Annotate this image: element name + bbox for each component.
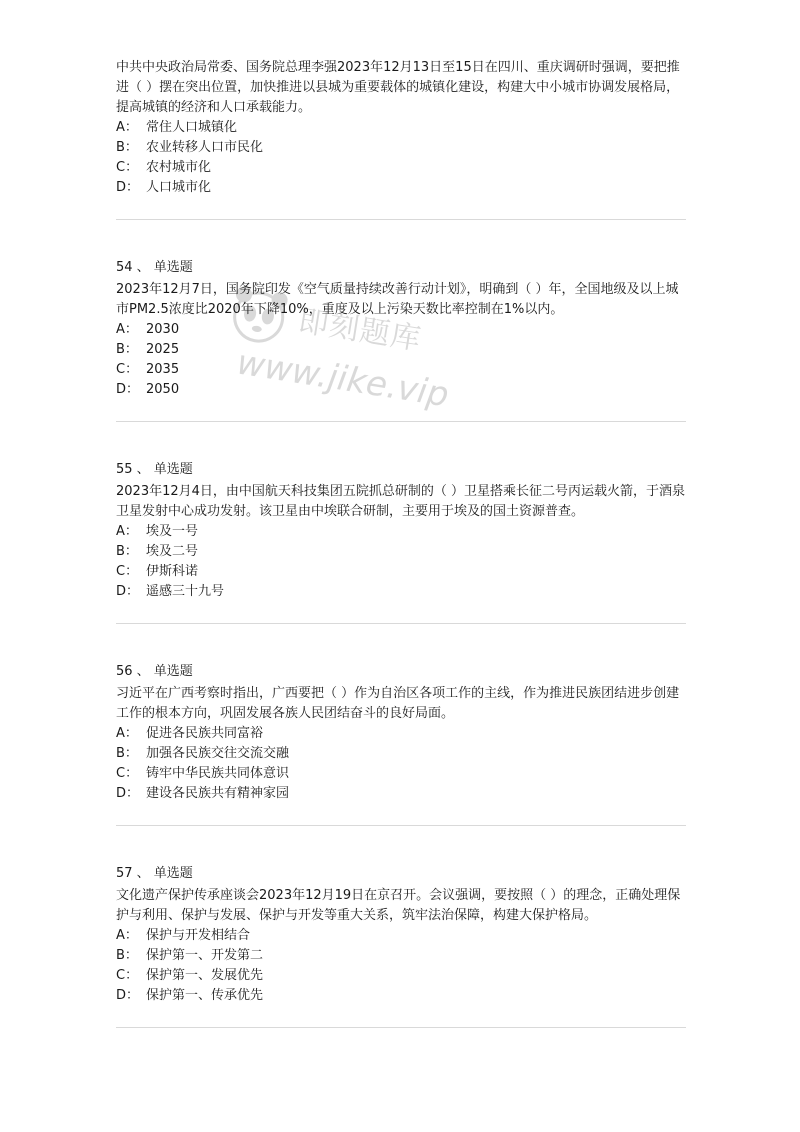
option-text: 保护与开发相结合 — [146, 928, 251, 943]
option-letter: C： — [116, 968, 139, 983]
question-header: 56 、 单选题 — [116, 664, 193, 679]
watermark-brand-text: 即刻题库 — [295, 303, 424, 358]
option-letter: B： — [116, 342, 138, 357]
divider — [116, 623, 686, 624]
option-text: 遥感三十九号 — [146, 584, 225, 599]
option-b[interactable] — [116, 542, 686, 562]
question-item — [116, 662, 686, 804]
option-text: 2035 — [146, 362, 180, 377]
option-text: 保护第一、传承优先 — [146, 988, 264, 1003]
question-item — [116, 460, 686, 602]
option-text: 2025 — [146, 342, 180, 357]
option-c[interactable] — [116, 360, 686, 380]
option-text: 建设各民族共有精神家园 — [146, 786, 290, 801]
option-list — [116, 118, 686, 198]
option-letter: A： — [116, 928, 138, 943]
option-letter: B： — [116, 140, 138, 155]
option-c[interactable] — [116, 562, 686, 582]
option-b[interactable] — [116, 340, 686, 360]
option-d[interactable] — [116, 784, 686, 804]
option-letter: D： — [116, 382, 140, 397]
divider — [116, 219, 686, 220]
option-text: 促进各民族共同富裕 — [146, 726, 264, 741]
divider — [116, 825, 686, 826]
watermark-url-text: www.jike.vip — [234, 342, 452, 416]
option-text: 2030 — [146, 322, 180, 337]
option-list — [116, 926, 686, 1006]
option-d[interactable] — [116, 582, 686, 602]
option-text: 埃及二号 — [146, 544, 199, 559]
question-stem: 习近平在广西考察时指出，广西要把（ ）作为自治区各项工作的主线，作为推进民族团结进步创建工作的根本方向，巩固发展各族人民团结奋斗的良好局面。 — [116, 686, 680, 721]
option-text: 农村城市化 — [146, 160, 212, 175]
question-list — [116, 58, 686, 1028]
option-text: 2050 — [146, 382, 180, 397]
option-text: 铸牢中华民族共同体意识 — [146, 766, 290, 781]
option-d[interactable] — [116, 986, 686, 1006]
question-stem: 2023年12月7日，国务院印发《空气质量持续改善行动计划》，明确到（ ）年，全国地级及以上城市PM2.5浓度比2020年下降10%，重度及以上污染天数比率控制在1%以内。 — [116, 282, 679, 317]
option-text: 埃及一号 — [146, 524, 199, 539]
option-c[interactable] — [116, 966, 686, 986]
option-list — [116, 724, 686, 804]
divider — [116, 421, 686, 422]
option-text: 农业转移人口市民化 — [146, 140, 264, 155]
question-header: 55 、 单选题 — [116, 462, 193, 477]
option-text: 伊斯科诺 — [146, 564, 199, 579]
option-letter: C： — [116, 564, 139, 579]
option-b[interactable] — [116, 946, 686, 966]
option-d[interactable] — [116, 178, 686, 198]
option-b[interactable] — [116, 744, 686, 764]
option-letter: A： — [116, 120, 138, 135]
option-letter: A： — [116, 524, 138, 539]
option-c[interactable] — [116, 158, 686, 178]
option-letter: B： — [116, 544, 138, 559]
option-a[interactable] — [116, 118, 686, 138]
question-stem: 文化遗产保护传承座谈会2023年12月19日在京召开。会议强调，要按照（ ）的理念，正确处理保护与利用、保护与发展、保护与开发等重大关系，筑牢法治保障，构建大保护格局。 — [116, 888, 681, 923]
option-list — [116, 320, 686, 400]
option-a[interactable] — [116, 724, 686, 744]
option-c[interactable] — [116, 764, 686, 784]
option-letter: D： — [116, 584, 140, 599]
option-text: 人口城市化 — [146, 180, 212, 195]
option-letter: D： — [116, 988, 140, 1003]
option-letter: C： — [116, 160, 139, 175]
option-b[interactable] — [116, 138, 686, 158]
question-header: 57 、 单选题 — [116, 866, 193, 881]
question-item — [116, 58, 686, 198]
question-stem: 中共中央政治局常委、国务院总理李强2023年12月13日至15日在四川、重庆调研时强调，要把推进（ ）摆在突出位置，加快推进以县城为重要载体的城镇化建设，构建大中小城市协调发展格局，提高城镇的经济和人口承载能力。 — [116, 60, 680, 115]
option-letter: C： — [116, 766, 139, 781]
option-text: 加强各民族交往交流交融 — [146, 746, 290, 761]
option-text: 保护第一、发展优先 — [146, 968, 264, 983]
option-letter: D： — [116, 786, 140, 801]
option-letter: A： — [116, 726, 138, 741]
option-letter: B： — [116, 746, 138, 761]
divider — [116, 1027, 686, 1028]
question-item — [116, 864, 686, 1006]
question-stem: 2023年12月4日，由中国航天科技集团五院抓总研制的（ ）卫星搭乘长征二号丙运载火箭，于酒泉卫星发射中心成功发射。该卫星由中埃联合研制，主要用于埃及的国土资源普查。 — [116, 484, 686, 519]
option-letter: B： — [116, 948, 138, 963]
option-text: 常住人口城镇化 — [146, 120, 238, 135]
option-letter: D： — [116, 180, 140, 195]
option-list — [116, 522, 686, 602]
option-a[interactable] — [116, 320, 686, 340]
option-a[interactable] — [116, 522, 686, 542]
question-item — [116, 258, 686, 400]
option-text: 保护第一、开发第二 — [146, 948, 264, 963]
option-letter: A： — [116, 322, 138, 337]
option-d[interactable] — [116, 380, 686, 400]
question-header: 54 、 单选题 — [116, 260, 193, 275]
option-a[interactable] — [116, 926, 686, 946]
option-letter: C： — [116, 362, 139, 377]
